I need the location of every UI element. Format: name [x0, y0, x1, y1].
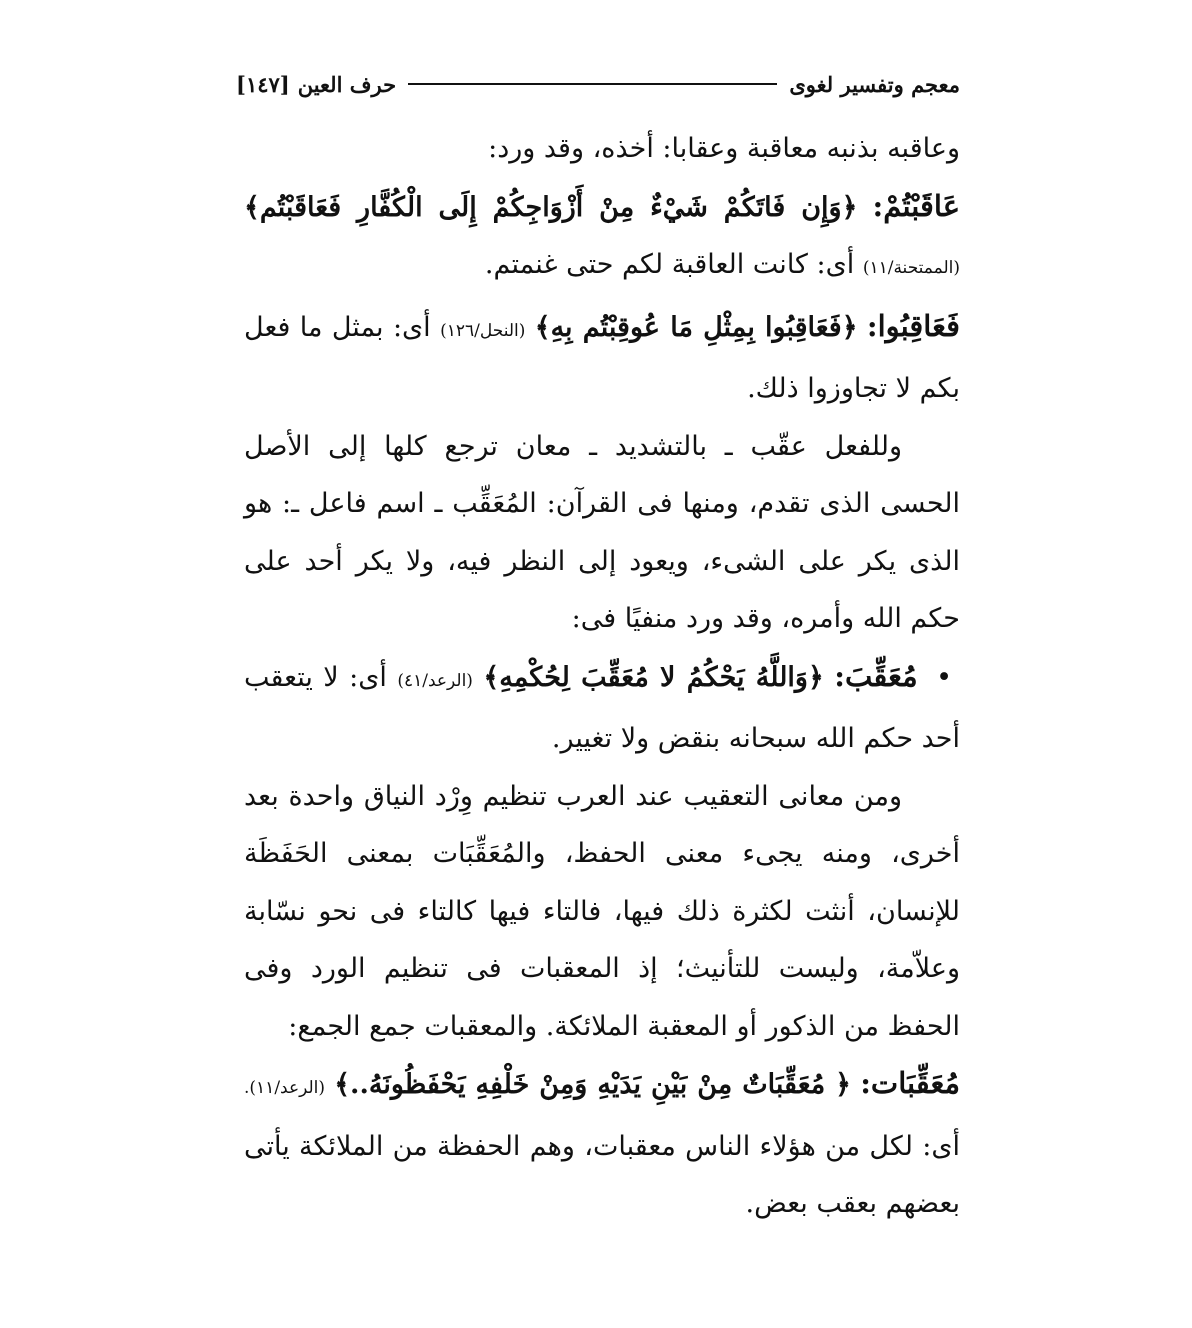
running-header	[236, 66, 960, 102]
entry-gloss: أى: لا يتعقب أحد حكم الله سبحانه بنقض ولا تغيير.	[244, 661, 960, 754]
verse-reference: (الممتحنة/١١)	[862, 258, 960, 278]
quran-verse: ﴿فَعَاقِبُوا بِمِثْلِ مَا عُوقِبْتُم بِهِ﴾	[534, 311, 858, 343]
entry-faaqibu	[244, 298, 960, 418]
quran-verse: ﴿وَإِن فَاتَكُمْ شَيْءٌ مِنْ أَزْوَاجِكُمْ إِلَى الْكُفَّارِ فَعَاقَبْتُم﴾	[244, 191, 858, 223]
entry-term: عَاقَبْتُمْ:	[872, 188, 960, 223]
quran-verse: ﴿وَاللَّهُ يَحْكُمُ لا مُعَقِّبَ لِحُكْمِهِ﴾	[483, 661, 824, 693]
page-number: [١٤٧]	[236, 71, 290, 97]
entry-term: مُعَقِّبَات:	[860, 1066, 960, 1100]
entry-muaqqibat	[244, 1055, 960, 1233]
book-title: معجم وتفسير لغوى	[789, 71, 960, 97]
paragraph-meanings: ومن معانى التعقيب عند العرب تنظيم وِرْد النياق واحدة بعد أخرى، ومنه يجىء معنى الحفظ، والمُعَقِّبَات بمعنى الحَفَظَة للإنسان، أنثت لكثرة ذلك فيها، فالتاء فيها كالتاء فى نحو نسّابة وعلاّمة، وليست للتأنيث؛ إذ المعقبات فى تنظيم الورد وفى الحفظ من الذكور أو المعقبة الملائكة. والمعقبات جمع الجمع:	[244, 780, 960, 1042]
verse-reference: (الرعد/٤١)	[397, 670, 473, 691]
paragraph-taqib: وللفعل عقّب ـ بالتشديد ـ معان ترجع كلها إلى الأصل الحسى الذى تقدم، ومنها فى القرآن: المُعَقِّب ـ اسم فاعل ـ: هو الذى يكر على الشىء، ويعود إلى النظر فيه، ولا يكر أحد على حكم الله وأمره، وقد ورد منفيًا فى:	[244, 430, 960, 634]
body-text	[244, 120, 960, 1233]
header-rule	[408, 83, 777, 85]
quran-verse: ﴿ مُعَقِّبَاتٌ مِنْ بَيْنِ يَدَيْهِ وَمِنْ خَلْفِهِ يَحْفَظُونَهُ..﴾	[334, 1069, 852, 1100]
verse-reference: (النحل/١٢٦)	[440, 320, 526, 341]
entry-term: فَعَاقِبُوا:	[866, 308, 960, 343]
entry-gloss: أى: كانت العاقبة لكم حتى غنمتم.	[484, 249, 855, 280]
entry-muaqqib	[244, 648, 960, 768]
entry-gloss: أى: لكل من هؤلاء الناس معقبات، وهم الحفظة من الملائكة يأتى بعضهم بعقب بعض.	[244, 1130, 960, 1219]
bullet-marker: •	[936, 661, 953, 693]
entry-term: مُعَقِّبَ:	[834, 658, 918, 693]
paragraph-intro: وعاقبه بذنبه معاقبة وعقابا: أخذه، وقد ورد:	[488, 133, 960, 164]
chapter-title: حرف العين	[297, 71, 397, 97]
verse-reference: (الرعد/١١).	[244, 1078, 326, 1098]
entry-aqabtum	[244, 178, 960, 298]
entry-gloss: أى: بمثل ما فعل بكم لا تجاوزوا ذلك.	[244, 311, 960, 404]
